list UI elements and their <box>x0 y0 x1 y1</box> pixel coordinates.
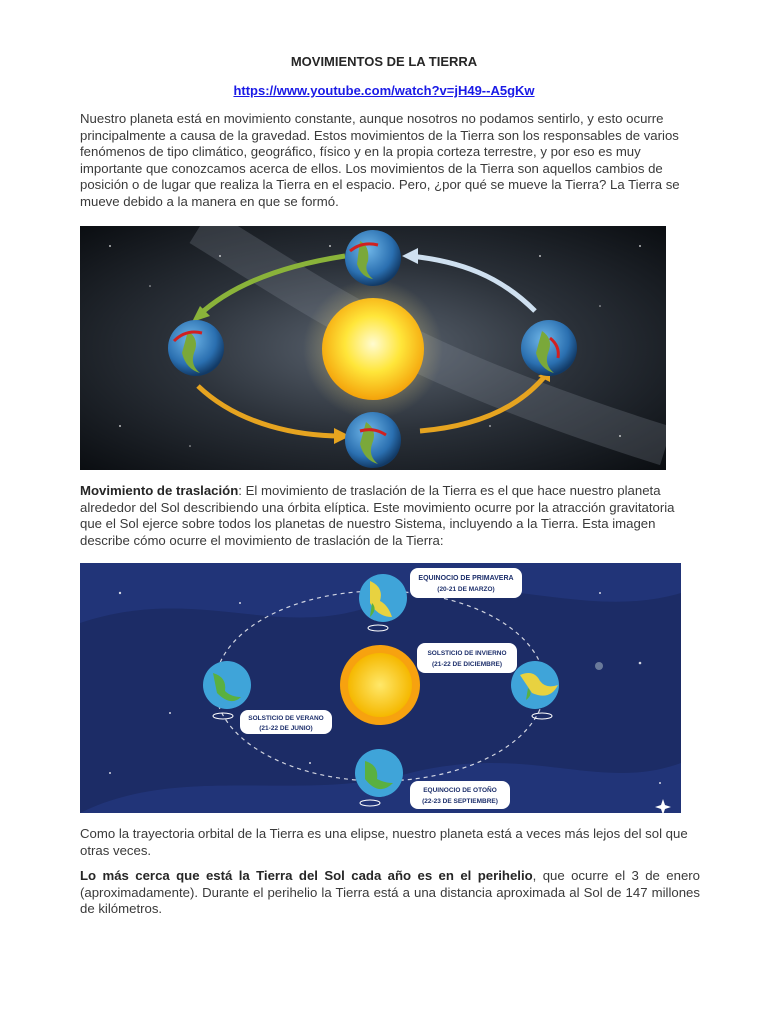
label-autumn-line1: EQUINOCIO DE OTOÑO <box>423 787 497 794</box>
label-spring-line1: EQUINOCIO DE PRIMAVERA <box>418 575 514 582</box>
label-autumn-equinox <box>410 781 510 809</box>
earth-orbit-photo <box>80 226 666 470</box>
translation-text: : El movimiento de traslación de la Tierra es el que hace nuestro planeta alrededor del Sol describiendo una órbita elíptica. Este movimiento ocurre por la atracción gravitatoria que el Sol ejerce sobre todos los planetas de nuestro Sistema, incluyendo a la Tierra. Esta imagen describe cómo ocurre el movimiento de traslación de la Tierra: <box>80 483 675 548</box>
seasons-diagram <box>80 563 681 813</box>
label-autumn-line2: (22-23 DE SEPTIEMBRE) <box>422 798 498 805</box>
ellipse-paragraph: Como la trayectoria orbital de la Tierra es una elipse, nuestro planeta está a veces más lejos del sol que otras veces. <box>80 826 688 858</box>
perihelion-heading: Lo más cerca que está la Tierra del Sol cada año es en el perihelio <box>80 868 533 883</box>
document-title: MOVIMIENTOS DE LA TIERRA <box>290 54 478 69</box>
label-summer-line1: SOLSTICIO DE VERANO <box>248 715 324 722</box>
youtube-link[interactable]: https://www.youtube.com/watch?v=jH49--A5gKw <box>233 83 535 98</box>
label-spring-line2: (20-21 DE MARZO) <box>437 586 495 593</box>
label-summer-solstice <box>240 710 332 734</box>
translation-heading: Movimiento de traslación <box>80 483 239 498</box>
translation-paragraph <box>80 483 700 549</box>
label-summer-line2: (21-22 DE JUNIO) <box>259 725 313 732</box>
label-winter-line1: SOLSTICIO DE INVIERNO <box>427 650 507 657</box>
label-winter-solstice <box>417 643 517 673</box>
perihelion-text: , que ocurre el 3 de enero (aproximadamente). Durante el perihelio la Tierra está a una distancia aproximada al Sol de 147 millones de kilómetros. <box>80 868 701 916</box>
intro-paragraph: Nuestro planeta está en movimiento constante, aunque nosotros no podamos sentirlo, y esto ocurre principalmente a causa de la gravedad. Estos movimientos de la Tierra son los responsables de varios fenómenos de tipo climático, geográfico, físico y en la propia corteza terrestre, y por eso es muy importante que conozcamos acerca de ellos. Los movimientos de la Tierra son aquellos cambios de posición o de lugar que realiza la Tierra en el espacio. Pero, ¿por qué se mueve la Tierra? La Tierra se mueve debido a la manera en que se formó. <box>80 111 680 209</box>
label-spring-equinox <box>410 568 522 598</box>
label-winter-line2: (21-22 DE DICIEMBRE) <box>431 661 503 668</box>
perihelion-paragraph <box>80 868 700 918</box>
